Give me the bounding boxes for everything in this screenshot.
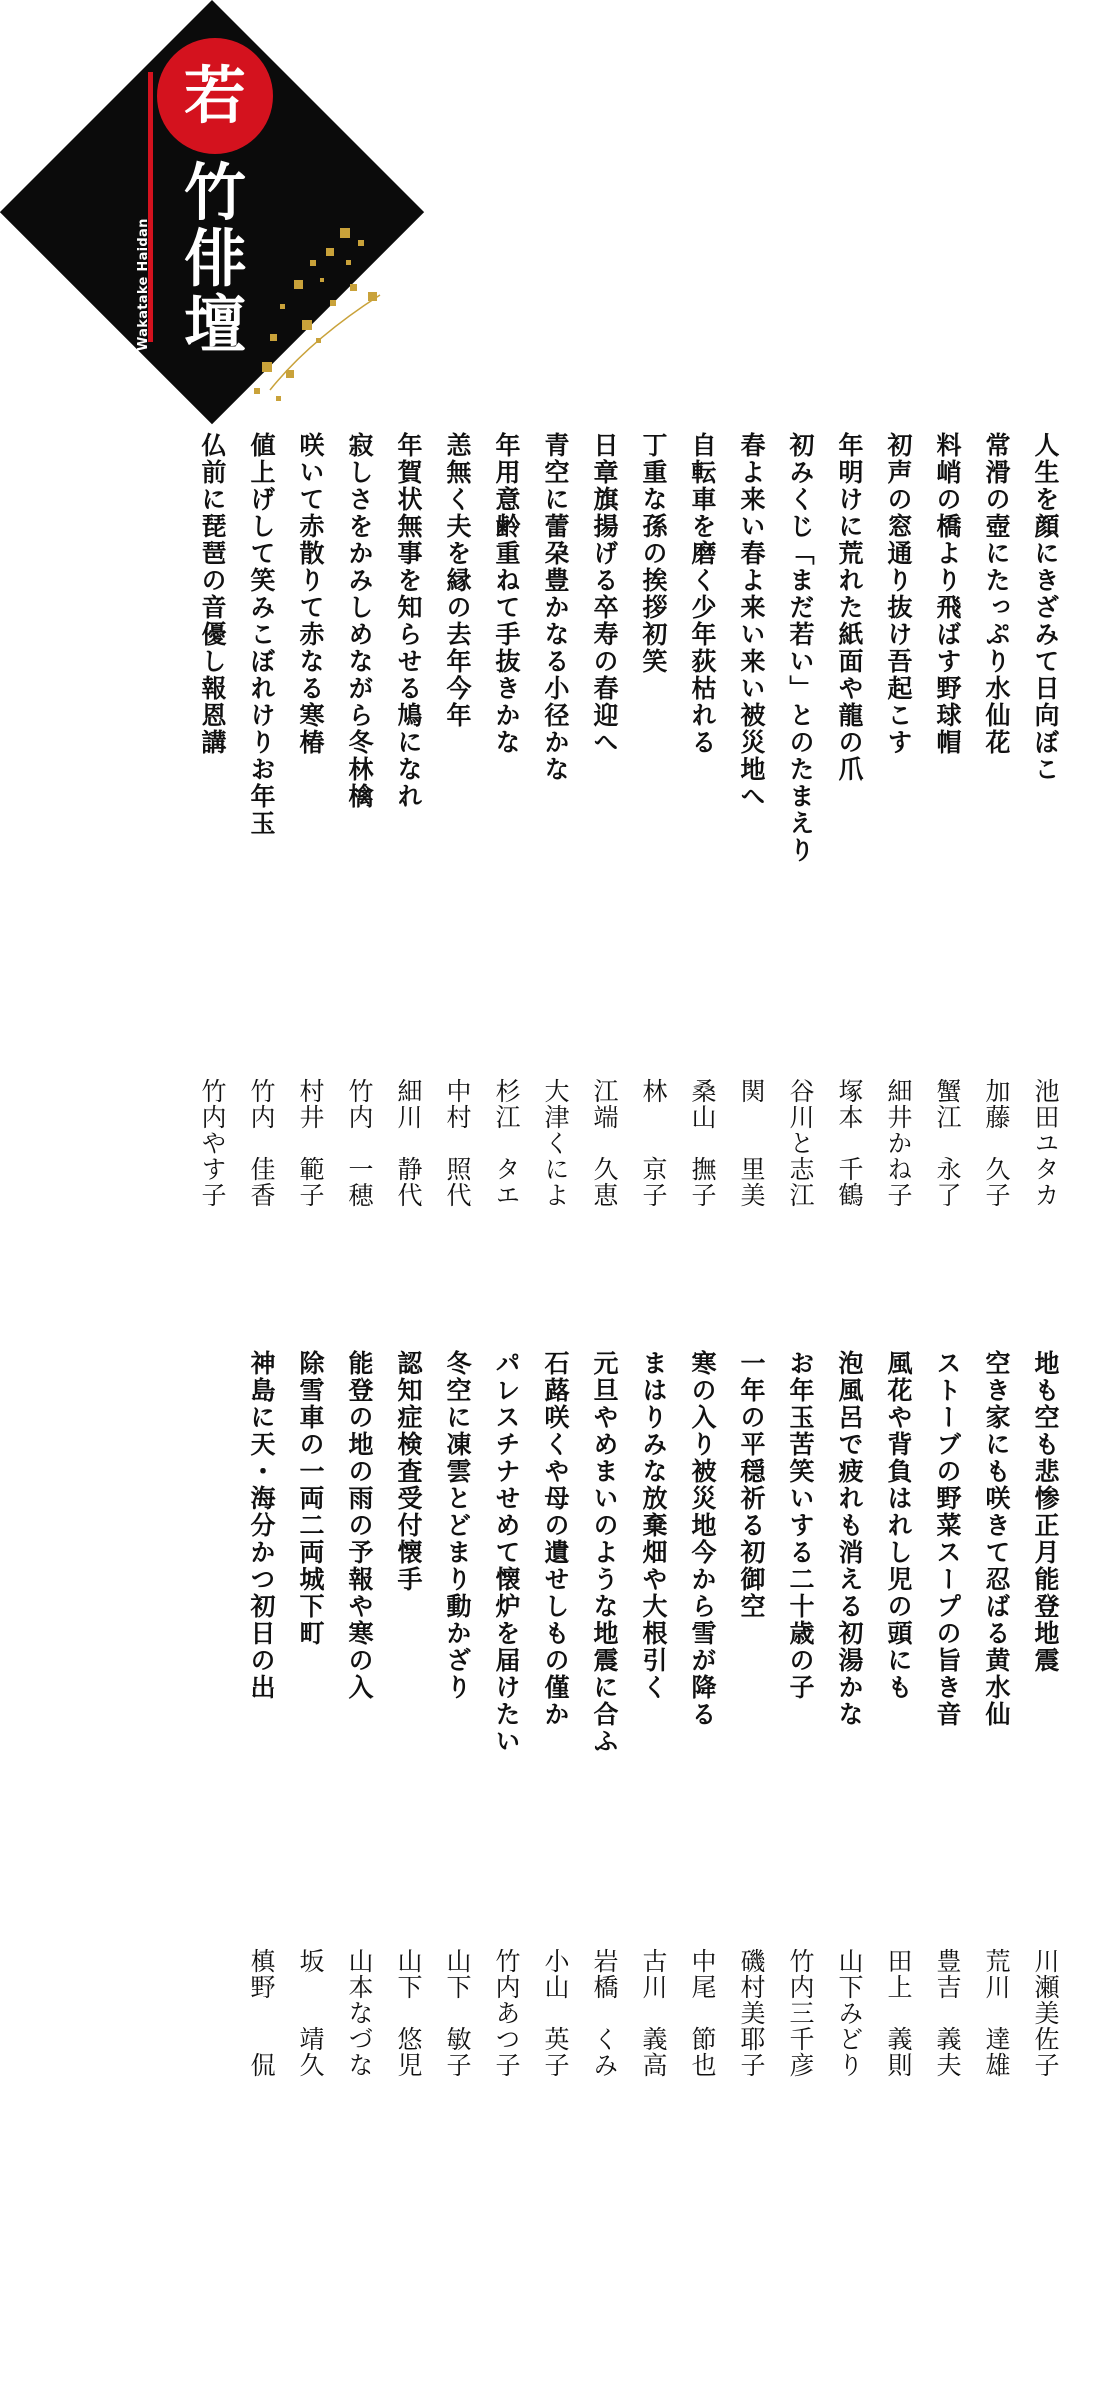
haiku-column-block-2 [237, 1350, 1070, 1910]
logo-char-waka: 若 [183, 59, 246, 132]
author-column-block-2 [237, 1948, 1070, 2168]
haiku-line: まはりみな放棄畑や大根引く [639, 1350, 668, 1701]
author-name: 中尾 節也 [688, 1948, 717, 2078]
haiku-line: 認知症検査受付懐手 [394, 1350, 423, 1593]
author-name: 山本なづな [345, 1948, 374, 2078]
author-name: 蟹江 永了 [933, 1078, 962, 1208]
haiku-line: 日章旗揚げる卒寿の春迎へ [590, 432, 619, 756]
author-name: 林 京子 [639, 1078, 668, 1208]
haiku-line: 風花や背負はれし児の頭にも [884, 1350, 913, 1701]
haiku-line: 年明けに荒れた紙面や龍の爪 [835, 432, 864, 783]
haiku-line: 初声の窓通り抜け吾起こす [884, 432, 913, 756]
haiku-column-block-1 [188, 432, 1070, 992]
author-name: 村井 範子 [296, 1078, 325, 1208]
author-name: 細井かね子 [884, 1078, 913, 1208]
author-name: 関 里美 [737, 1078, 766, 1208]
author-name: 桑山 撫子 [688, 1078, 717, 1208]
author-name: 竹内あつ子 [492, 1948, 521, 2078]
logo-char-take: 竹 [183, 156, 246, 229]
author-name: 山下 敏子 [443, 1948, 472, 2078]
author-name: 谷川と志江 [786, 1078, 815, 1208]
author-name: 坂 靖久 [296, 1948, 325, 2078]
haiku-line: 春よ来い春よ来い来い被災地へ [737, 432, 766, 810]
haiku-line: 能登の地の雨の予報や寒の入 [345, 1350, 374, 1701]
author-name: 大津くによ [541, 1078, 570, 1208]
haiku-line: 年用意齢重ねて手抜きかな [492, 432, 521, 756]
gold-sparkle-icon [250, 220, 390, 410]
haiku-line: 石蕗咲くや母の遺せしもの僅か [541, 1350, 570, 1728]
haiku-line: お年玉苦笑いする二十歳の子 [786, 1350, 815, 1701]
author-name: 杉江 タエ [492, 1078, 521, 1208]
haiku-line: 青空に蕾朶豊かなる小径かな [541, 432, 570, 783]
author-name: 山下みどり [835, 1948, 864, 2078]
author-name: 竹内やす子 [198, 1078, 227, 1208]
haiku-line: 咲いて赤散りて赤なる寒椿 [296, 432, 325, 756]
author-name: 岩橋 くみ [590, 1948, 619, 2078]
haiku-line: 値上げして笑みこぼれけりお年玉 [247, 432, 276, 837]
author-name: 山下 悠児 [394, 1948, 423, 2078]
haiku-line: 空き家にも咲きて忍ばる黄水仙 [982, 1350, 1011, 1728]
haiku-line: 料峭の橋より飛ばす野球帽 [933, 432, 962, 756]
haiku-line: 神島に天・海分かつ初日の出 [247, 1350, 276, 1701]
haiku-line: パレスチナせめて懐炉を届けたい [492, 1350, 521, 1755]
haiku-line: 仏前に琵琶の音優し報恩講 [198, 432, 227, 756]
author-name: 豊吉 義夫 [933, 1948, 962, 2078]
haiku-line: 寂しさをかみしめながら冬林檎 [345, 432, 374, 810]
author-name: 塚本 千鶴 [835, 1078, 864, 1208]
logo-char-dan: 壇 [183, 288, 246, 361]
author-name: 荒川 達雄 [982, 1948, 1011, 2078]
haiku-line: 寒の入り被災地今から雪が降る [688, 1350, 717, 1728]
author-name: 池田ユタカ [1031, 1078, 1060, 1208]
author-name: 古川 義高 [639, 1948, 668, 2078]
haiku-line: 恙無く夫を縁の去年今年 [443, 432, 472, 729]
haiku-line: 常滑の壺にたっぷり水仙花 [982, 432, 1011, 756]
haiku-line: 初みくじ「まだ若い」とのたまえり [786, 432, 815, 864]
author-name: 細川 静代 [394, 1078, 423, 1208]
author-name: 磯村美耶子 [737, 1948, 766, 2078]
author-name: 田上 義則 [884, 1948, 913, 2078]
haiku-line: 丁重な孫の挨拶初笑 [639, 432, 668, 675]
haiku-line: 地も空も悲惨正月能登地震 [1031, 1350, 1060, 1674]
haiku-line: 自転車を磨く少年荻枯れる [688, 432, 717, 756]
author-column-block-1 [188, 1078, 1070, 1298]
haiku-line: 一年の平穏祈る初御空 [737, 1350, 766, 1620]
haiku-line: 年賀状無事を知らせる鳩になれ [394, 432, 423, 810]
wakatake-haidan-logo [0, 0, 430, 430]
author-name: 槙野 侃 [247, 1948, 276, 2078]
haiku-line: 除雪車の一両二両城下町 [296, 1350, 325, 1647]
author-name: 竹内 一穂 [345, 1078, 374, 1208]
haiku-line: 元旦やめまいのような地震に合ふ [590, 1350, 619, 1755]
author-name: 江端 久恵 [590, 1078, 619, 1208]
logo-char-hai: 俳 [183, 222, 246, 295]
author-name: 加藤 久子 [982, 1078, 1011, 1208]
author-name: 竹内三千彦 [786, 1948, 815, 2078]
haiku-line: 人生を顔にきざみて日向ぼこ [1031, 432, 1060, 783]
haiku-line: 冬空に凍雲とどまり動かざり [443, 1350, 472, 1701]
haiku-line: ストーブの野菜スープの旨き音 [933, 1350, 962, 1728]
author-name: 竹内 佳香 [247, 1078, 276, 1208]
author-name: 中村 照代 [443, 1078, 472, 1208]
logo-romaji: Wakatake Haidan [136, 218, 151, 352]
haiku-line: 泡風呂で疲れも消える初湯かな [835, 1350, 864, 1728]
author-name: 小山 英子 [541, 1948, 570, 2078]
author-name: 川瀬美佐子 [1031, 1948, 1060, 2078]
